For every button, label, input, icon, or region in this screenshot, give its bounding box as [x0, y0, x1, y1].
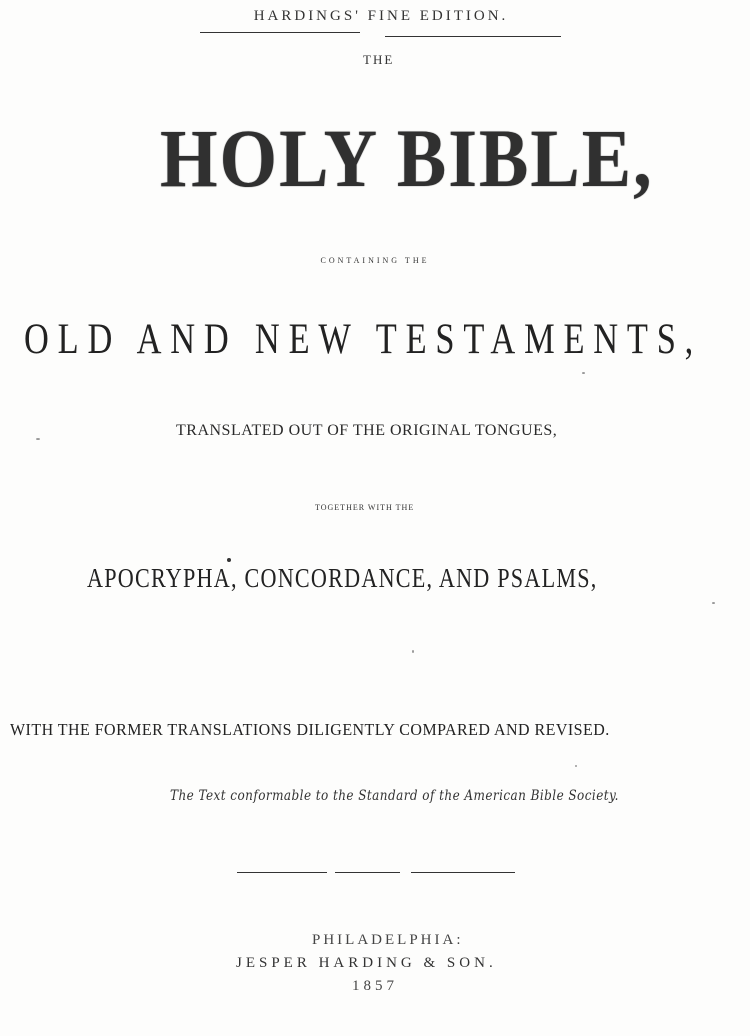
- imprint-publisher: JESPER HARDING & SON.: [236, 955, 497, 971]
- divider-rule: [335, 872, 400, 873]
- imprint-city: PHILADELPHIA:: [312, 932, 464, 948]
- paper-speck: [582, 372, 585, 374]
- together-label: TOGETHER WITH THE: [315, 503, 415, 512]
- translated-line: TRANSLATED OUT OF THE ORIGINAL TONGUES,: [176, 422, 558, 439]
- ink-mark: [227, 558, 231, 562]
- containing-label: CONTAINING THE: [320, 256, 430, 265]
- paper-speck: [712, 602, 715, 604]
- former-translations-line: WITH THE FORMER TRANSLATIONS DILIGENTLY COMPARED AND REVISED.: [10, 720, 610, 739]
- edition-underline-right: [385, 36, 561, 37]
- apocrypha-line: APOCRYPHA, CONCORDANCE, AND PSALMS,: [87, 563, 598, 593]
- imprint-year: 1857: [352, 978, 398, 994]
- main-title: HOLY BIBLE,: [160, 113, 654, 205]
- divider-rule: [237, 872, 327, 873]
- testaments-heading: OLD AND NEW TESTAMENTS,: [24, 316, 703, 363]
- paper-speck: [412, 650, 414, 653]
- conformable-line: The Text conformable to the Standard of the American Bible Society.: [170, 788, 619, 804]
- edition-line: HARDINGS' FINE EDITION.: [253, 8, 509, 24]
- divider-rule: [411, 872, 515, 873]
- edition-underline-left: [200, 32, 360, 33]
- paper-speck: [575, 765, 577, 767]
- the-label: THE: [363, 52, 395, 67]
- paper-speck: [36, 438, 40, 440]
